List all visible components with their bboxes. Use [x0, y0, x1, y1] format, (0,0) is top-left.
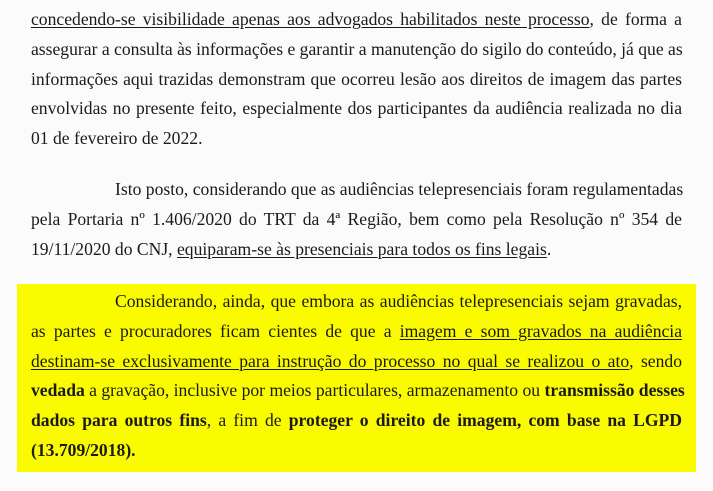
- text-segment: , sendo: [629, 350, 682, 371]
- bold-text: proteger o direito de imagem, com base na LGPD: [288, 410, 682, 431]
- text-line: [31, 5, 682, 35]
- text-segment: a gravação, inclusive por meios particulares, armazenamento ou: [84, 380, 545, 401]
- paragraph-sigilo: [31, 5, 682, 154]
- text-line: [31, 317, 682, 347]
- text-line: Isto posto, considerando que as audiências telepresenciais foram regulamentadas: [115, 179, 684, 199]
- text-segment: .: [546, 238, 552, 259]
- underlined-text: concedendo-se visibilidade apenas aos advogados habilitados neste processo: [31, 9, 590, 29]
- text-line: [31, 406, 682, 436]
- text-line: [31, 235, 682, 265]
- text-line: pela Portaria nº 1.406/2020 do TRT da 4ª Região, bem como pela Resolução nº 354 de: [31, 208, 682, 229]
- underlined-text: imagem e som gravados na audiência: [399, 320, 683, 341]
- paragraph-considerando-highlighted: [31, 287, 685, 466]
- paragraph-isto-posto: [31, 175, 682, 264]
- text-line: Considerando, ainda, que embora as audiências telepresenciais sejam gravadas,: [115, 291, 682, 311]
- text-line: envolvidas no presente feito, especialmente dos participantes da audiência realizada no dia: [31, 98, 682, 119]
- text-line: [31, 436, 682, 466]
- text-line: [31, 376, 685, 406]
- text-line: informações aqui trazidas demonstram que ocorreu lesão aos direitos de imagem das partes: [31, 68, 682, 89]
- text-segment: , de forma a: [589, 9, 682, 29]
- text-line: [31, 347, 682, 377]
- bold-text: (13.709/2018).: [31, 439, 136, 460]
- underlined-text: equiparam-se às presenciais para todos os fins legais: [176, 238, 547, 259]
- bold-text: transmissão desses: [544, 380, 685, 401]
- bold-text: vedada: [31, 380, 85, 401]
- text-segment: as partes e procuradores ficam cientes de que a: [31, 320, 400, 341]
- text-segment: , a fim de: [206, 410, 289, 431]
- text-segment: 19/11/2020 do CNJ,: [31, 238, 177, 259]
- underlined-text: destinam-se exclusivamente para instrução do processo no qual se realizou o ato: [31, 350, 630, 371]
- text-line: 01 de fevereiro de 2022.: [31, 128, 203, 149]
- bold-text: dados para outros fins: [31, 410, 207, 431]
- text-line: assegurar a consulta às informações e garantir a manutenção do sigilo do conteúdo, já que as: [31, 38, 683, 59]
